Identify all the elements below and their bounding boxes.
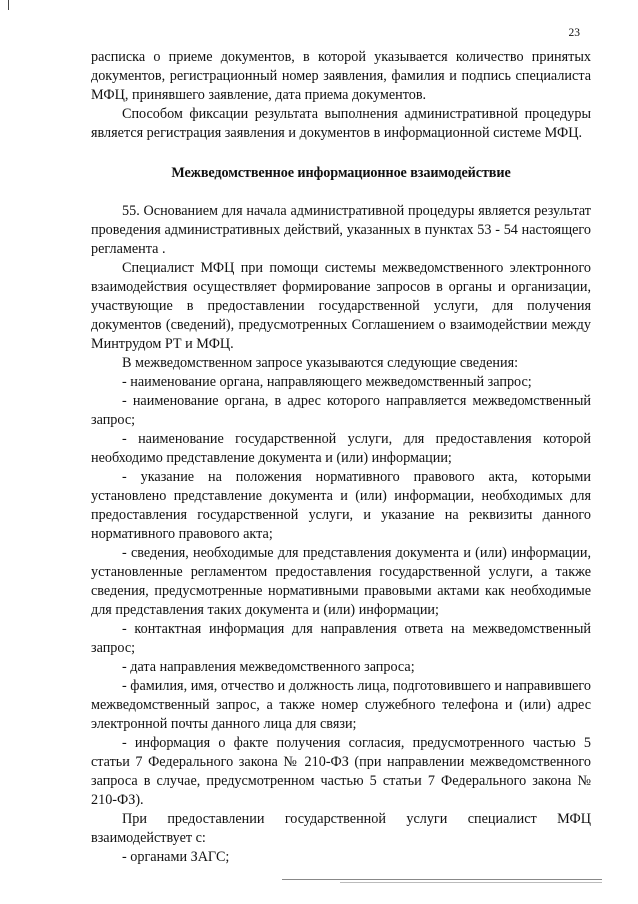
list-item: - информация о факте получения согласия, предусмотренного частью 5 статьи 7 Федерального закона № 210-ФЗ (при направлении межведомственного запроса в случае, предусмотренном частью 5 статьи 7 Федерального закона № 210-ФЗ). [91, 735, 591, 808]
document-body [91, 48, 591, 867]
list-item: - сведения, необходимые для представления документа и (или) информации, установленные регламентом предоставления государственной услуги, а также сведения, предусмотренные нормативными правовыми актами как необходимые для представления таких документа и (или) информации; [91, 545, 591, 618]
paragraph: В межведомственном запросе указываются следующие сведения: [122, 355, 519, 371]
scan-edge-mark [8, 0, 9, 10]
scan-bottom-line [340, 882, 602, 883]
paragraph: Специалист МФЦ при помощи системы межведомственного электронного взаимодействия осуществляет формирование запросов в органы и организации, участвующие в предоставлении государственной услуги, для получения документов (сведений), предусмотренных Соглашением о взаимодействии между Минтрудом РТ и МФЦ. [91, 260, 591, 352]
paragraph: расписка о приеме документов, в которой указывается количество принятых документов, регистрационный номер заявления, фамилия и подпись специалиста МФЦ, принявшего заявление, дата приема документов. [91, 49, 591, 103]
list-item: - наименование органа, направляющего межведомственный запрос; [122, 374, 532, 390]
list-item: - фамилия, имя, отчество и должность лица, подготовившего и направившего межведомственный запрос, а также номер служебного телефона и (или) адрес электронной почты данного лица для связи; [91, 678, 591, 732]
list-item: - наименование органа, в адрес которого направляется межведомственный запрос; [91, 393, 591, 428]
list-item: - контактная информация для направления ответа на межведомственный запрос; [91, 621, 591, 656]
list-item: - органами ЗАГС; [122, 849, 230, 865]
paragraph: Способом фиксации результата выполнения административной процедуры является регистрация заявления и документов в информационной системе МФЦ. [91, 106, 591, 141]
list-item: - указание на положения нормативного правового акта, которыми установлено представление документа и (или) информации, необходимых для предоставления государственной услуги, и указание на реквизиты данного нормативного правового акта; [91, 469, 591, 542]
scan-bottom-line [282, 879, 602, 880]
section-heading: Межведомственное информационное взаимодействие [171, 165, 511, 181]
list-item: - наименование государственной услуги, для предоставления которой необходимо представление документа и (или) информации; [91, 431, 591, 466]
paragraph: 55. Основанием для начала административной процедуры является результат проведения административных действий, указанных в пунктах 53 - 54 настоящего регламента . [91, 203, 591, 257]
list-item: - дата направления межведомственного запроса; [122, 659, 415, 675]
page-number: 23 [568, 27, 580, 39]
paragraph: При предоставлении государственной услуги специалист МФЦ взаимодействует с: [91, 811, 591, 846]
